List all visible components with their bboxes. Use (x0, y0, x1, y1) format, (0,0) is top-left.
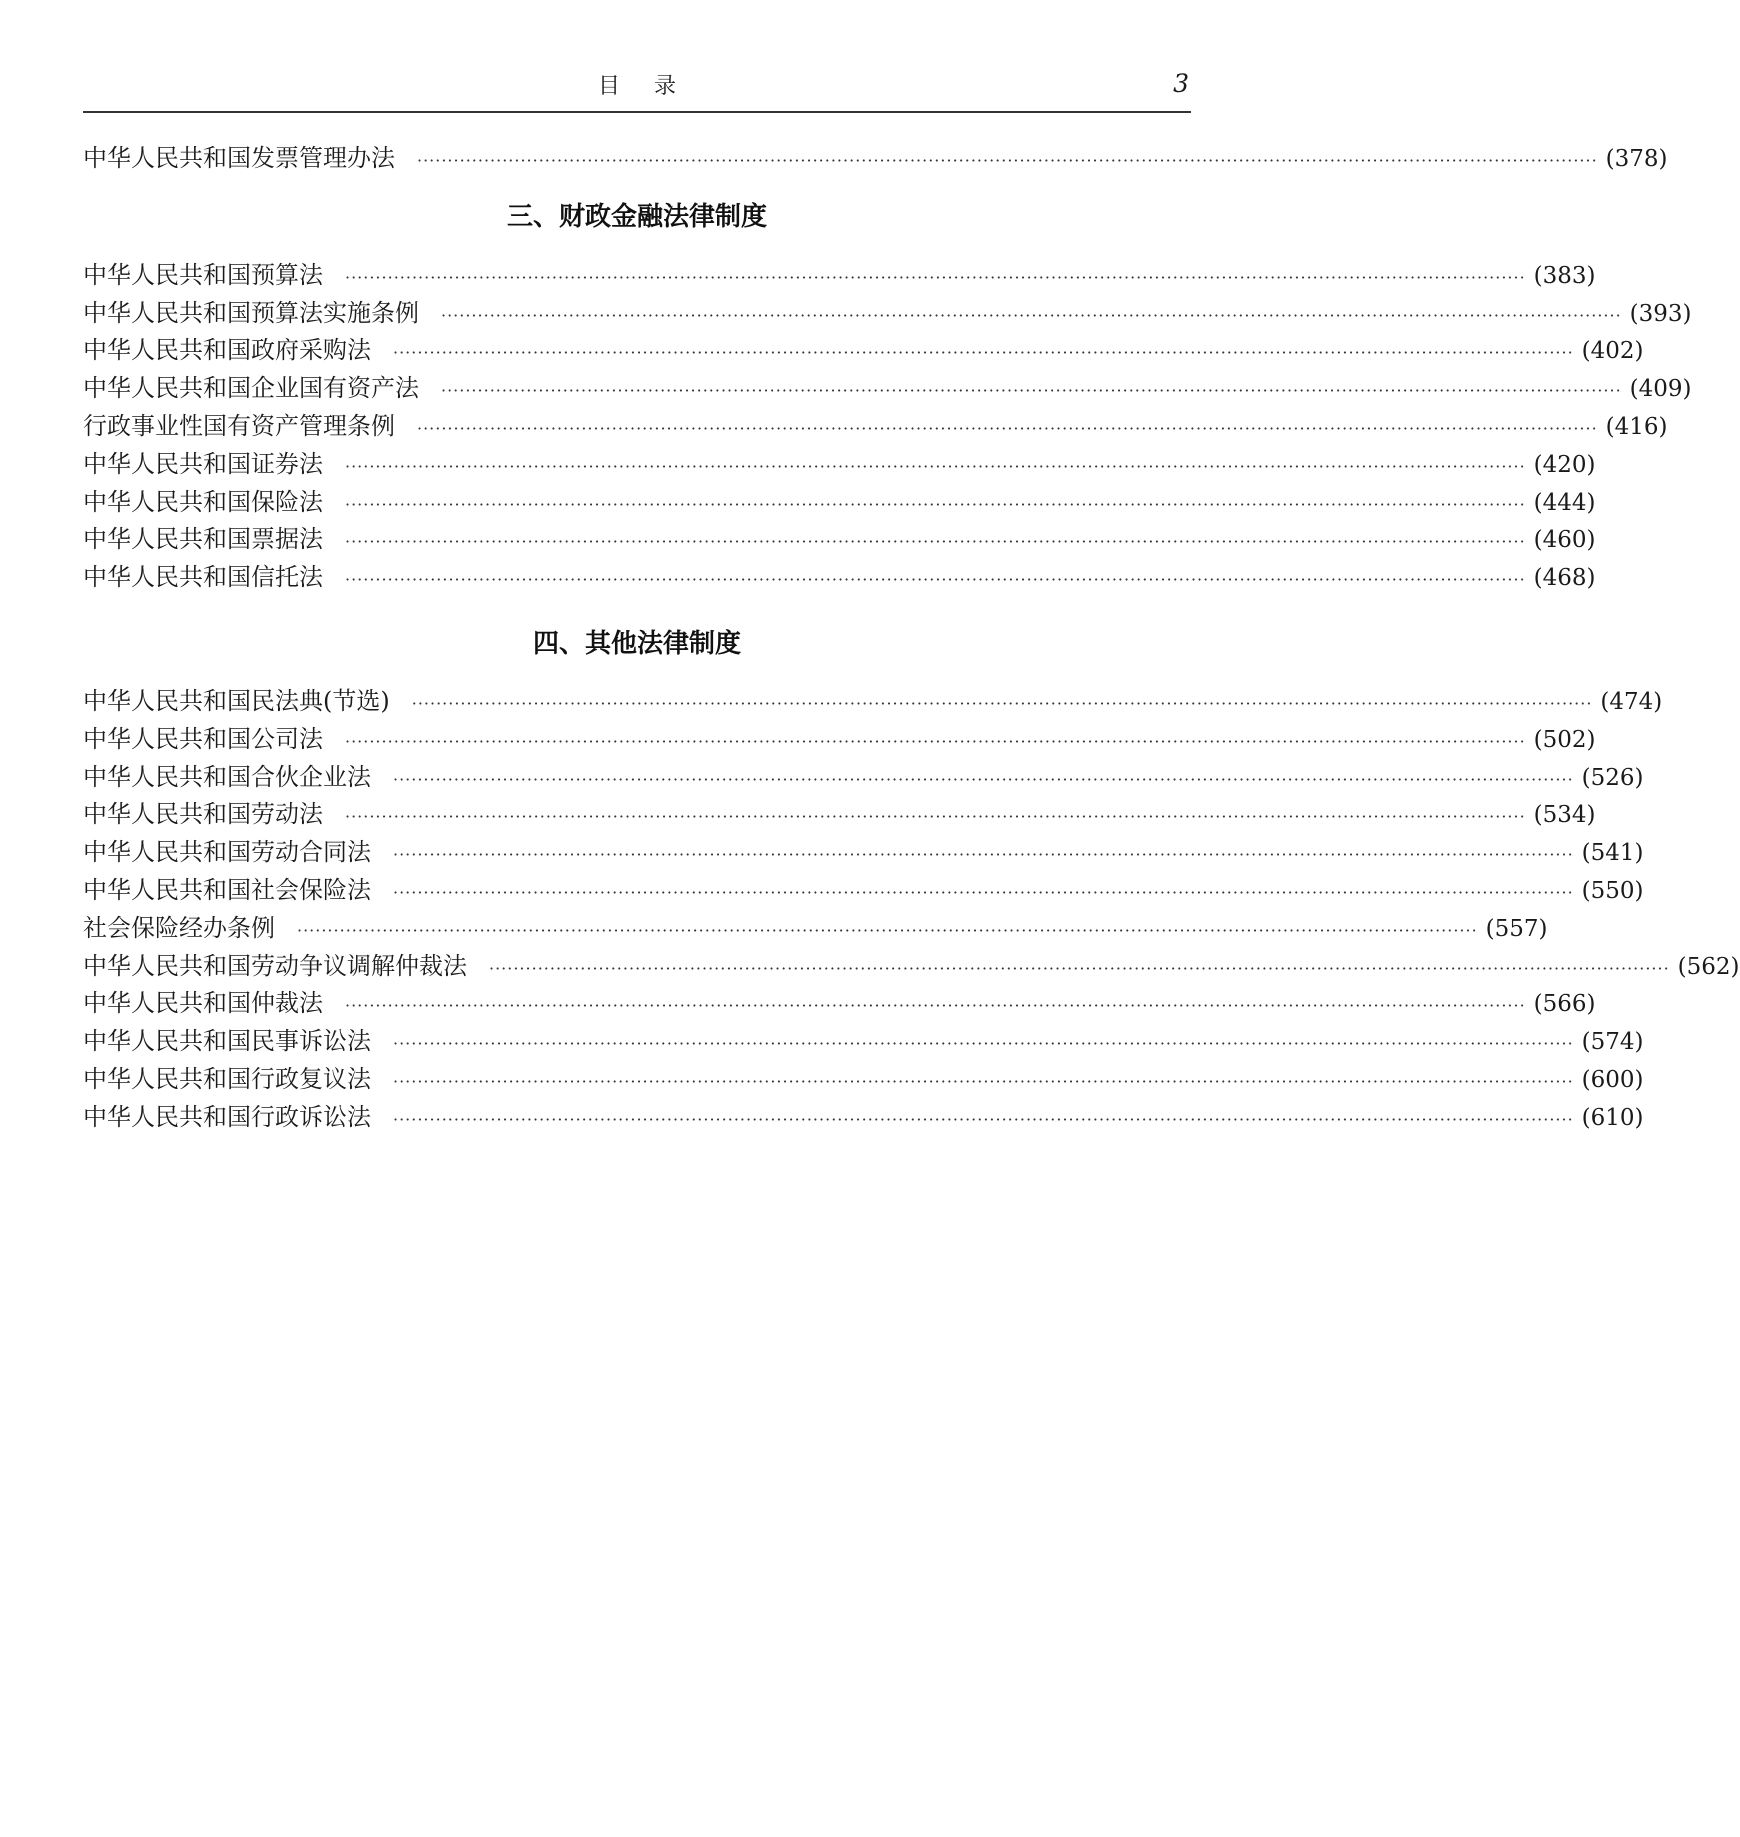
toc-entry-title: 中华人民共和国民法典(节选) (83, 686, 390, 715)
running-header (83, 0, 1191, 113)
toc-entry[interactable] (83, 257, 1596, 295)
toc-entry-title: 中华人民共和国证券法 (83, 449, 323, 478)
toc-entry[interactable] (83, 332, 1644, 370)
toc-entry-title: 中华人民共和国发票管理办法 (83, 144, 395, 172)
toc-entry-page: (526) (1581, 764, 1644, 791)
toc-entry[interactable] (83, 948, 1740, 986)
toc-entry-page: (610) (1581, 1104, 1644, 1131)
toc-dot-leader: ·································································································································································································· (411, 693, 1593, 713)
toc-entry-title: 中华人民共和国劳动合同法 (83, 838, 371, 867)
toc-entry-page: (383) (1533, 262, 1596, 289)
toc-entry[interactable] (83, 759, 1644, 797)
toc-entry-title: 中华人民共和国社会保险法 (83, 875, 371, 904)
toc-entry[interactable] (83, 295, 1692, 333)
toc-entry[interactable] (83, 521, 1596, 559)
toc-dot-leader: ·································································································································································································· (417, 151, 1598, 170)
toc-entry-page: (460) (1533, 527, 1596, 554)
toc-entry[interactable] (83, 559, 1596, 597)
toc-entry-page: (557) (1485, 915, 1548, 942)
section-heading-other: 四、其他法律制度 (532, 628, 741, 659)
toc-dot-leader: ·································································································································································································· (345, 456, 1526, 476)
toc-dot-leader: ·································································································································································································· (393, 769, 1574, 789)
toc-entry-title: 中华人民共和国民事诉讼法 (83, 1027, 371, 1056)
toc-entry[interactable] (83, 408, 1668, 446)
toc-dot-leader: ·································································································································································································· (345, 996, 1526, 1016)
toc-entry-page: (502) (1533, 726, 1596, 753)
toc-entry-title: 中华人民共和国劳动法 (83, 800, 323, 829)
section-heading-finance: 三、财政金融法律制度 (506, 201, 767, 232)
toc-entry-title: 中华人民共和国合伙企业法 (83, 762, 371, 791)
toc-dot-leader: ·································································································································································································· (345, 731, 1526, 751)
toc-entry[interactable] (83, 484, 1596, 522)
toc-entry-page: (444) (1533, 489, 1596, 516)
toc-entry-title: 中华人民共和国行政诉讼法 (83, 1102, 371, 1131)
toc-entry-title: 中华人民共和国劳动争议调解仲裁法 (83, 951, 467, 980)
toc-entry-page: (550) (1581, 877, 1644, 904)
toc-entry[interactable] (83, 446, 1596, 484)
toc-dot-leader: ·································································································································································································· (393, 1071, 1574, 1091)
toc-entry-title: 中华人民共和国政府采购法 (83, 336, 371, 365)
toc-entry-page: (468) (1533, 565, 1596, 592)
toc-dot-leader: ·································································································································································································· (345, 494, 1526, 514)
toc-entry-page: (393) (1629, 300, 1692, 327)
toc-entry-title: 中华人民共和国预算法 (83, 260, 323, 289)
toc-entry-page: (402) (1581, 338, 1644, 365)
toc-entry-page: (600) (1581, 1066, 1644, 1093)
toc-entry-title: 中华人民共和国仲裁法 (83, 989, 323, 1018)
toc-entry-page: (566) (1533, 991, 1596, 1018)
toc-entry[interactable] (83, 872, 1644, 910)
toc-entry-page: (541) (1581, 840, 1644, 867)
toc-entry-title: 中华人民共和国公司法 (83, 724, 323, 753)
toc-entry[interactable] (83, 140, 1668, 178)
toc-dot-leader: ·································································································································································································· (345, 570, 1526, 590)
page-number: 3 (1173, 69, 1189, 98)
toc-entry-title: 中华人民共和国信托法 (83, 563, 323, 592)
toc-dot-leader: ·································································································································································································· (441, 305, 1622, 325)
toc-entry[interactable] (83, 683, 1663, 721)
toc-entry[interactable] (83, 1023, 1644, 1061)
toc-dot-leader: ·································································································································································································· (393, 845, 1574, 865)
toc-page (83, 0, 1740, 1137)
toc-list-finance (83, 257, 1692, 597)
toc-list-other (83, 683, 1740, 1137)
toc-dot-leader: ·································································································································································································· (417, 418, 1598, 438)
toc-entry-page: (416) (1605, 413, 1668, 440)
toc-entry[interactable] (83, 834, 1644, 872)
toc-entry-page: (474) (1600, 688, 1663, 715)
toc-dot-leader: ·································································································································································································· (345, 807, 1526, 827)
toc-list-intro (83, 140, 1668, 178)
toc-entry-title: 行政事业性国有资产管理条例 (83, 411, 395, 440)
toc-entry[interactable] (83, 910, 1548, 948)
running-title: 目录 (597, 74, 710, 99)
toc-entry-page: (378) (1605, 146, 1668, 172)
toc-dot-leader: ·································································································································································································· (393, 343, 1574, 363)
toc-entry[interactable] (83, 370, 1692, 408)
toc-entry-title: 中华人民共和国企业国有资产法 (83, 374, 419, 403)
toc-entry-title: 中华人民共和国行政复议法 (83, 1064, 371, 1093)
toc-entry[interactable] (83, 1061, 1644, 1099)
toc-entry-page: (420) (1533, 451, 1596, 478)
toc-entry[interactable] (83, 1099, 1644, 1137)
toc-dot-leader: ·································································································································································································· (393, 1109, 1574, 1129)
toc-entry-title: 社会保险经办条例 (83, 913, 275, 942)
toc-dot-leader: ·································································································································································································· (441, 381, 1622, 401)
toc-dot-leader: ·································································································································································································· (345, 267, 1526, 287)
toc-entry[interactable] (83, 721, 1596, 759)
toc-entry-title: 中华人民共和国预算法实施条例 (83, 298, 419, 327)
toc-entry-page: (534) (1533, 802, 1596, 829)
toc-entry[interactable] (83, 985, 1596, 1023)
toc-entry-title: 中华人民共和国保险法 (83, 487, 323, 516)
toc-dot-leader: ·································································································································································································· (393, 1034, 1574, 1054)
toc-entry-page: (409) (1629, 376, 1692, 403)
toc-entry[interactable] (83, 796, 1596, 834)
toc-dot-leader: ·································································································································································································· (297, 920, 1478, 940)
toc-entry-page: (574) (1581, 1029, 1644, 1056)
toc-entry-title: 中华人民共和国票据法 (83, 525, 323, 554)
toc-dot-leader: ·································································································································································································· (345, 532, 1526, 552)
toc-dot-leader: ·································································································································································································· (393, 882, 1574, 902)
toc-dot-leader: ·································································································································································································· (489, 958, 1670, 978)
toc-entry-page: (562) (1677, 953, 1740, 980)
